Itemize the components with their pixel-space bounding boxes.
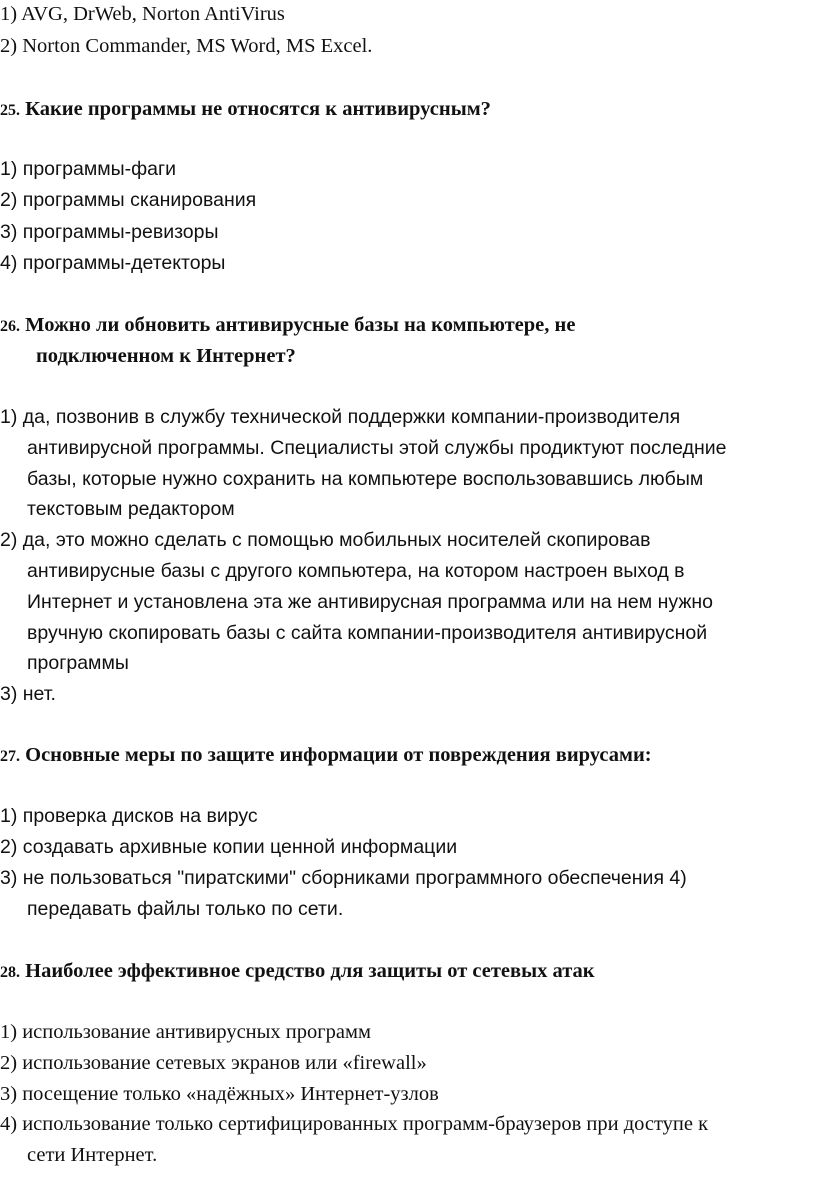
question-28: [0, 957, 595, 987]
question-text: Наиболее эффективное средство для защиты от сетевых атак: [25, 960, 595, 982]
question-26: [0, 311, 575, 341]
option-continuation: базы, которые нужно сохранить на компьютере воспользовавшись любым: [27, 468, 704, 490]
question-text: Основные меры по защите информации от повреждения вирусами:: [25, 744, 652, 766]
question-number: 28.: [0, 964, 20, 981]
option-item: 3) программы-ревизоры: [0, 221, 219, 243]
answer-line-1: 1) AVG, DrWeb, Norton AntiVirus: [0, 3, 285, 25]
option-continuation: сети Интернет.: [27, 1144, 158, 1166]
option-item: 3) посещение только «надёжных» Интернет-узлов: [0, 1083, 439, 1105]
option-item: 1) проверка дисков на вирус: [0, 805, 258, 827]
question-text: Какие программы не относятся к антивирусным?: [25, 98, 491, 120]
option-continuation: Интернет и установлена эта же антивирусная программа или на нем нужно: [27, 591, 713, 613]
answer-line-2: 2) Norton Commander, MS Word, MS Excel.: [0, 35, 373, 57]
option-item: 1) использование антивирусных программ: [0, 1021, 371, 1043]
option-item: 3) нет.: [0, 683, 56, 705]
option-continuation: вручную скопировать базы с сайта компании-производителя антивирусной: [27, 622, 708, 644]
question-text-continued: подключенном к Интернет?: [36, 345, 296, 367]
question-number: 27.: [0, 748, 20, 765]
option-continuation: антивирусной программы. Специалисты этой службы продиктуют последние: [27, 437, 727, 459]
question-25: [0, 95, 491, 125]
question-number: 25.: [0, 102, 20, 119]
option-item: 2) программы сканирования: [0, 189, 257, 211]
question-27: [0, 741, 652, 771]
option-item: 1) программы-фаги: [0, 158, 177, 180]
option-item: 2) использование сетевых экранов или «firewall»: [0, 1052, 427, 1074]
question-number: 26.: [0, 318, 20, 335]
option-item: 1) да, позвонив в службу технической поддержки компании-производителя: [0, 406, 681, 428]
option-continuation: текстовым редактором: [27, 498, 235, 520]
option-item: 4) использование только сертифицированных программ-браузеров при доступе к: [0, 1113, 709, 1135]
question-text: Можно ли обновить антивирусные базы на компьютере, не: [25, 314, 576, 336]
option-continuation: передавать файлы только по сети.: [27, 898, 344, 920]
option-continuation: антивирусные базы с другого компьютера, на котором настроен выход в: [27, 560, 685, 582]
option-item: 2) создавать архивные копии ценной информации: [0, 836, 458, 858]
option-continuation: программы: [27, 652, 129, 674]
option-item: 3) не пользоваться "пиратскими" сборниками программного обеспечения 4): [0, 867, 687, 889]
option-item: 4) программы-детекторы: [0, 252, 226, 274]
option-item: 2) да, это можно сделать с помощью мобильных носителей скопировав: [0, 529, 651, 551]
